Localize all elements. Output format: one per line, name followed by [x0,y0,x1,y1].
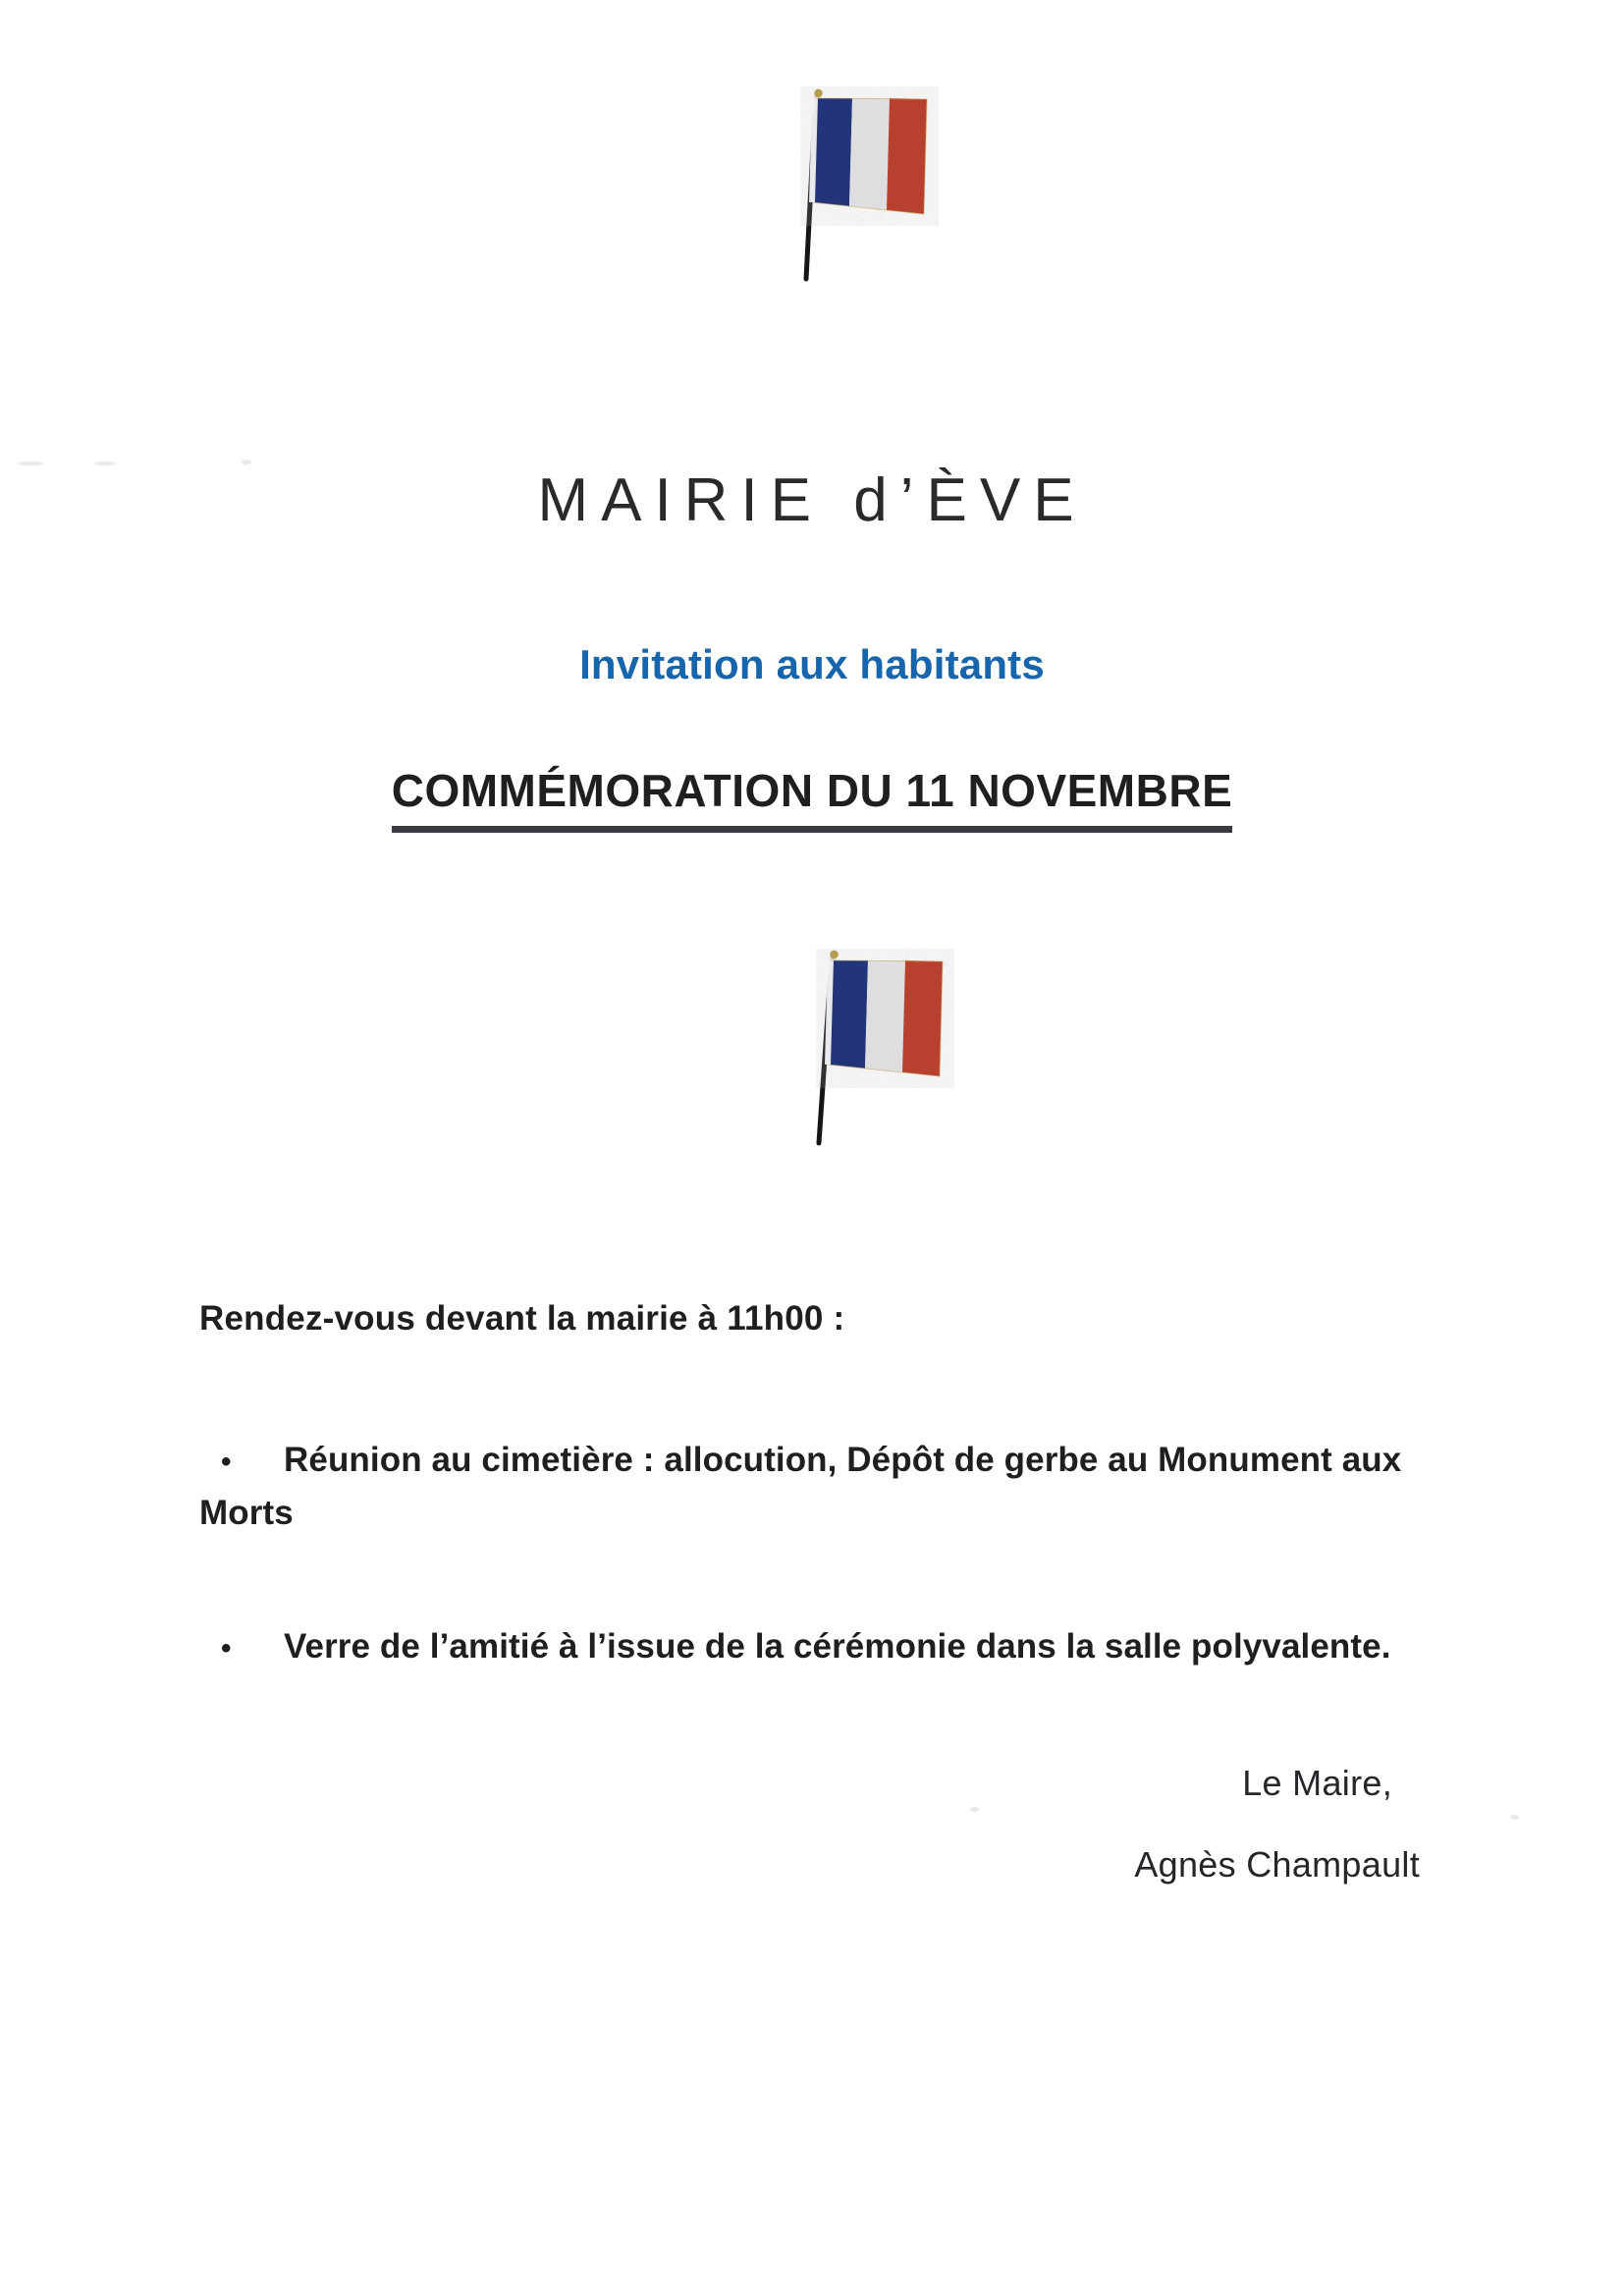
list-item-label: Réunion au cimetière : allocution, Dépôt de gerbe au Monument aux Morts [199,1441,1402,1533]
scan-artifact [242,460,251,465]
list-item-label: Verre de l’amitié à l’issue de la cérémonie dans la salle polyvalente. [284,1627,1391,1666]
bullet-icon: • [221,1446,232,1478]
bullet-icon: • [221,1632,232,1665]
scan-artifact [1510,1815,1519,1820]
event-heading: COMMÉMORATION DU 11 NOVEMBRE [392,764,1233,833]
meeting-time-line: Rendez-vous devant la mairie à 11h00 : [199,1299,845,1338]
subtitle: Invitation aux habitants [579,640,1045,687]
signature-name: Agnès Champault [1134,1844,1420,1885]
french-flag-icon [761,86,967,312]
signature-role: Le Maire, [1242,1763,1392,1803]
scan-artifact [970,1807,979,1812]
event-heading-container [0,764,1624,833]
page-title: MAIRIE d’ÈVE [537,465,1087,534]
list-item [199,1620,1466,1673]
french-flag-icon [778,947,984,1173]
list-item [199,1434,1466,1541]
